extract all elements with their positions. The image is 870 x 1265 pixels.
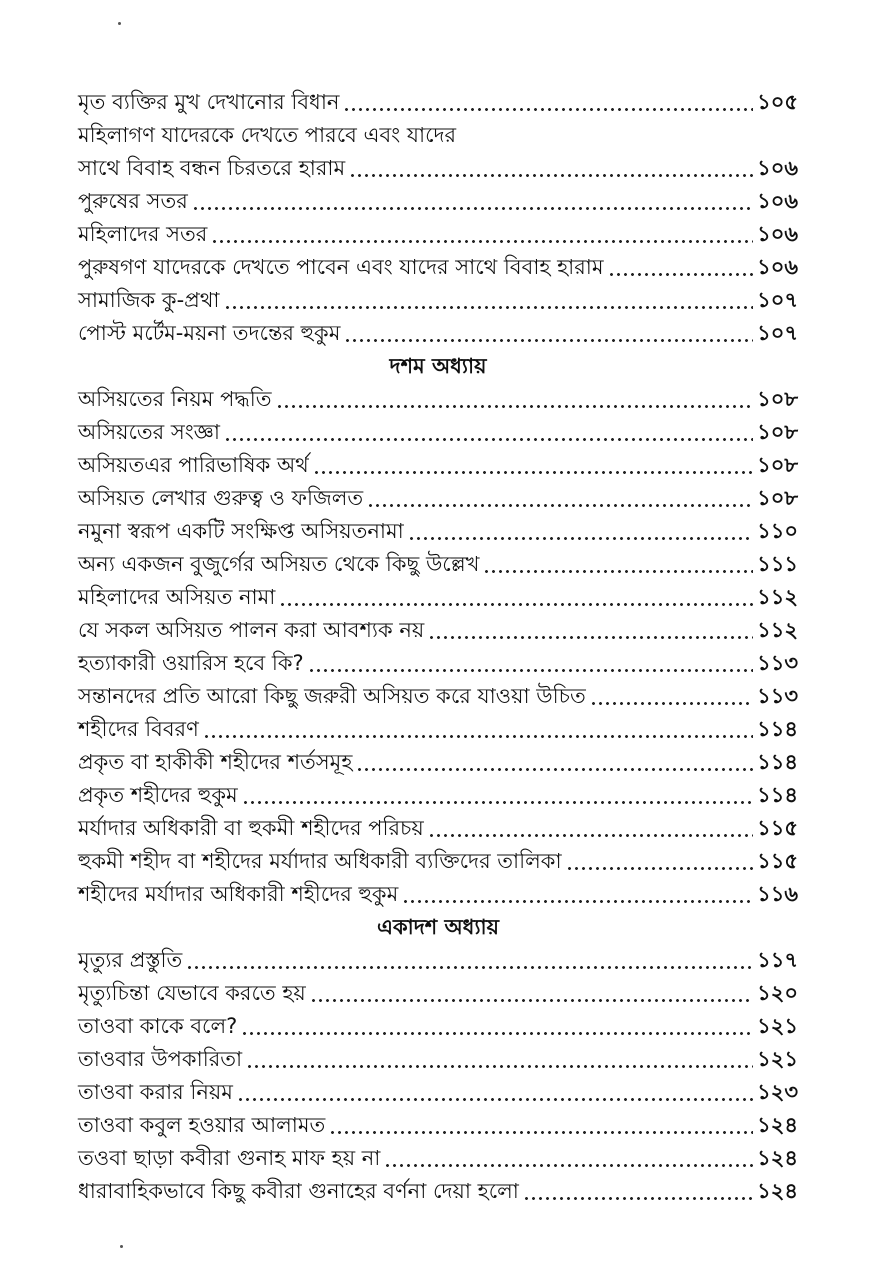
toc-entry-title: পোস্ট মর্টেম-ময়না তদন্তের হুকুম bbox=[78, 321, 341, 345]
toc-page-number: ১১০ bbox=[757, 519, 798, 543]
dot-leader bbox=[237, 1076, 753, 1109]
dot-leader bbox=[356, 746, 753, 779]
dot-leader bbox=[279, 581, 753, 614]
dot-leader bbox=[408, 515, 753, 548]
toc-entry bbox=[78, 1109, 798, 1142]
toc-page-number: ১০৫ bbox=[757, 90, 798, 114]
toc-page-number: ১০৮ bbox=[757, 420, 798, 444]
toc-entry bbox=[78, 383, 798, 416]
toc-entry bbox=[78, 845, 798, 878]
toc-page-number: ১১৪ bbox=[757, 717, 798, 741]
toc-entry-line bbox=[78, 119, 798, 152]
dot-leader bbox=[224, 416, 753, 449]
dot-leader bbox=[242, 779, 753, 812]
toc-entry bbox=[78, 581, 798, 614]
dot-leader bbox=[310, 977, 753, 1010]
toc-entry bbox=[78, 284, 798, 317]
toc-entry-title: হত্যাকারী ওয়ারিস হবে কি? bbox=[78, 651, 304, 675]
toc-entry bbox=[78, 218, 798, 251]
toc-entry bbox=[78, 647, 798, 680]
toc-page-number: ১২৩ bbox=[757, 1080, 798, 1104]
toc-entry-title: মৃত ব্যক্তির মুখ দেখানোর বিধান bbox=[78, 90, 340, 114]
toc-entry-title: অসিয়তের সংজ্ঞা bbox=[78, 420, 220, 444]
dot-leader bbox=[608, 251, 754, 284]
toc-page-number: ১১৪ bbox=[757, 783, 798, 807]
toc-entry bbox=[78, 944, 798, 977]
print-speck bbox=[118, 22, 121, 25]
toc-entry bbox=[78, 185, 798, 218]
dot-leader bbox=[276, 383, 754, 416]
toc-entry-title: হুকমী শহীদ বা শহীদের মর্যাদার অধিকারী ব্যক্তিদের তালিকা bbox=[78, 849, 562, 873]
toc-entry-title: পুরুষগণ যাদেরকে দেখতে পাবেন এবং যাদের সাথে বিবাহ হারাম bbox=[78, 255, 604, 279]
toc-entry bbox=[78, 317, 798, 350]
toc-entry bbox=[78, 449, 798, 482]
toc-entry bbox=[78, 1175, 798, 1208]
toc-entry-title: অসিয়তএর পারিভাষিক অর্থ bbox=[78, 453, 309, 477]
dot-leader bbox=[224, 284, 754, 317]
toc-entry-title: মর্যাদার অধিকারী বা হুকমী শহীদের পরিচয় bbox=[78, 816, 424, 840]
toc-page-number: ১২৪ bbox=[757, 1179, 798, 1203]
toc-entry-title: অন্য একজন বুজুর্গের অসিয়ত থেকে কিছু উল্লেখ bbox=[78, 552, 480, 576]
toc-entry-title: মহিলাগণ যাদেরকে দেখতে পারবে এবং যাদের bbox=[78, 123, 457, 147]
toc-page-number: ১০৬ bbox=[757, 222, 798, 246]
chapter-heading: একাদশ অধ্যায় bbox=[376, 915, 500, 939]
toc-entry-title: পুরুষের সতর bbox=[78, 189, 188, 213]
toc-entry-title: মৃত্যুর প্রস্তুতি bbox=[78, 948, 183, 972]
toc-page-number: ১২৪ bbox=[757, 1146, 798, 1170]
toc-entry-title: যে সকল অসিয়ত পালন করা আবশ্যক নয় bbox=[78, 618, 425, 642]
dot-leader bbox=[344, 317, 753, 350]
toc-entry-title: তাওবা কাকে বলে? bbox=[78, 1014, 238, 1038]
toc-entry bbox=[78, 977, 798, 1010]
toc-page-number: ১১১ bbox=[757, 552, 798, 576]
toc-entry bbox=[78, 548, 798, 581]
toc-entry bbox=[78, 86, 798, 119]
toc-page-number: ১১৩ bbox=[757, 684, 798, 708]
toc-page-number: ১০৬ bbox=[757, 189, 798, 213]
dot-leader bbox=[367, 482, 753, 515]
dot-leader bbox=[241, 1010, 753, 1043]
toc-entry-title: শহীদের বিবরণ bbox=[78, 717, 199, 741]
toc-page-number: ১১২ bbox=[757, 585, 798, 609]
dot-leader bbox=[483, 548, 753, 581]
toc-entry bbox=[78, 152, 798, 185]
toc-page-number: ১২০ bbox=[757, 981, 798, 1005]
dot-leader bbox=[566, 845, 754, 878]
toc-entry-title: সন্তানদের প্রতি আরো কিছু জরুরী অসিয়ত করে যাওয়া উচিত bbox=[78, 684, 586, 708]
toc-page-number: ১০৭ bbox=[757, 321, 798, 345]
dot-leader bbox=[384, 1142, 753, 1175]
toc-entry bbox=[78, 614, 798, 647]
dot-leader bbox=[246, 1043, 753, 1076]
dot-leader bbox=[211, 218, 753, 251]
dot-leader bbox=[308, 647, 753, 680]
toc-entry-title: সামাজিক কু-প্রথা bbox=[78, 288, 220, 312]
dot-leader bbox=[186, 944, 753, 977]
toc-entry bbox=[78, 1076, 798, 1109]
toc-entry-title: শহীদের মর্যাদার অধিকারী শহীদের হুকুম bbox=[78, 882, 399, 906]
toc-entry bbox=[78, 746, 798, 779]
toc-entry bbox=[78, 713, 798, 746]
toc-entry-title: মহিলাদের সতর bbox=[78, 222, 208, 246]
dot-leader bbox=[402, 878, 753, 911]
dot-leader bbox=[428, 812, 753, 845]
toc-page-number: ১০৮ bbox=[757, 387, 798, 411]
toc-entry bbox=[78, 1010, 798, 1043]
toc-entry-title: তওবা ছাড়া কবীরা গুনাহ মাফ হয় না bbox=[78, 1146, 381, 1170]
toc-entry bbox=[78, 482, 798, 515]
dot-leader bbox=[343, 86, 753, 119]
toc-page-number: ১১২ bbox=[757, 618, 798, 642]
table-of-contents bbox=[78, 86, 798, 1208]
toc-entry-title: নমুনা স্বরূপ একটি সংক্ষিপ্ত অসিয়তনামা bbox=[78, 519, 404, 543]
toc-entry bbox=[78, 779, 798, 812]
dot-leader bbox=[329, 1109, 753, 1142]
toc-entry-title: তাওবার উপকারিতা bbox=[78, 1047, 243, 1071]
toc-page-number: ১১৬ bbox=[757, 882, 798, 906]
dot-leader bbox=[203, 713, 753, 746]
toc-entry bbox=[78, 812, 798, 845]
toc-entry bbox=[78, 251, 798, 284]
toc-page-number: ১০৬ bbox=[757, 255, 798, 279]
dot-leader bbox=[192, 185, 753, 218]
toc-entry bbox=[78, 878, 798, 911]
toc-page-number: ১০৭ bbox=[757, 288, 798, 312]
toc-entry-title: ধারাবাহিকভাবে কিছু কবীরা গুনাহের বর্ণনা দেয়া হলো bbox=[78, 1179, 519, 1203]
toc-page-number: ১২১ bbox=[757, 1047, 798, 1071]
chapter-heading: দশম অধ্যায় bbox=[389, 354, 487, 378]
toc-page-number: ১১৩ bbox=[757, 651, 798, 675]
toc-page-number: ১০৮ bbox=[757, 453, 798, 477]
toc-entry bbox=[78, 1043, 798, 1076]
toc-entry bbox=[78, 416, 798, 449]
toc-page-number: ১২১ bbox=[757, 1014, 798, 1038]
toc-page-number: ১১৫ bbox=[757, 849, 798, 873]
dot-leader bbox=[590, 680, 753, 713]
toc-page-number: ১২৪ bbox=[757, 1113, 798, 1137]
dot-leader bbox=[349, 152, 753, 185]
toc-entry-title: মৃত্যুচিন্তা যেভাবে করতে হয় bbox=[78, 981, 306, 1005]
toc-entry-title: তাওবা করার নিয়ম bbox=[78, 1080, 233, 1104]
dot-leader bbox=[313, 449, 753, 482]
toc-entry-title: প্রকৃত শহীদের হুকুম bbox=[78, 783, 238, 807]
toc-entry bbox=[78, 1142, 798, 1175]
toc-page-number: ১০৬ bbox=[757, 156, 798, 180]
toc-entry-title: সাথে বিবাহ বন্ধন চিরতরে হারাম bbox=[78, 156, 346, 180]
toc-page-number: ১১৪ bbox=[757, 750, 798, 774]
toc-page-number: ১১৭ bbox=[757, 948, 798, 972]
toc-page-number: ১১৫ bbox=[757, 816, 798, 840]
toc-entry-title: অসিয়ত লেখার গুরুত্ব ও ফজিলত bbox=[78, 486, 364, 510]
toc-entry-title: প্রকৃত বা হাকীকী শহীদের শর্তসমূহ bbox=[78, 750, 353, 774]
toc-entry-title: তাওবা কবুল হওয়ার আলামত bbox=[78, 1113, 326, 1137]
toc-entry-title: মহিলাদের অসিয়ত নামা bbox=[78, 585, 276, 609]
toc-entry bbox=[78, 680, 798, 713]
dot-leader bbox=[523, 1175, 753, 1208]
toc-entry-title: অসিয়তের নিয়ম পদ্ধতি bbox=[78, 387, 272, 411]
print-speck bbox=[120, 1245, 123, 1248]
dot-leader bbox=[428, 614, 753, 647]
toc-page-number: ১০৮ bbox=[757, 486, 798, 510]
toc-entry bbox=[78, 515, 798, 548]
